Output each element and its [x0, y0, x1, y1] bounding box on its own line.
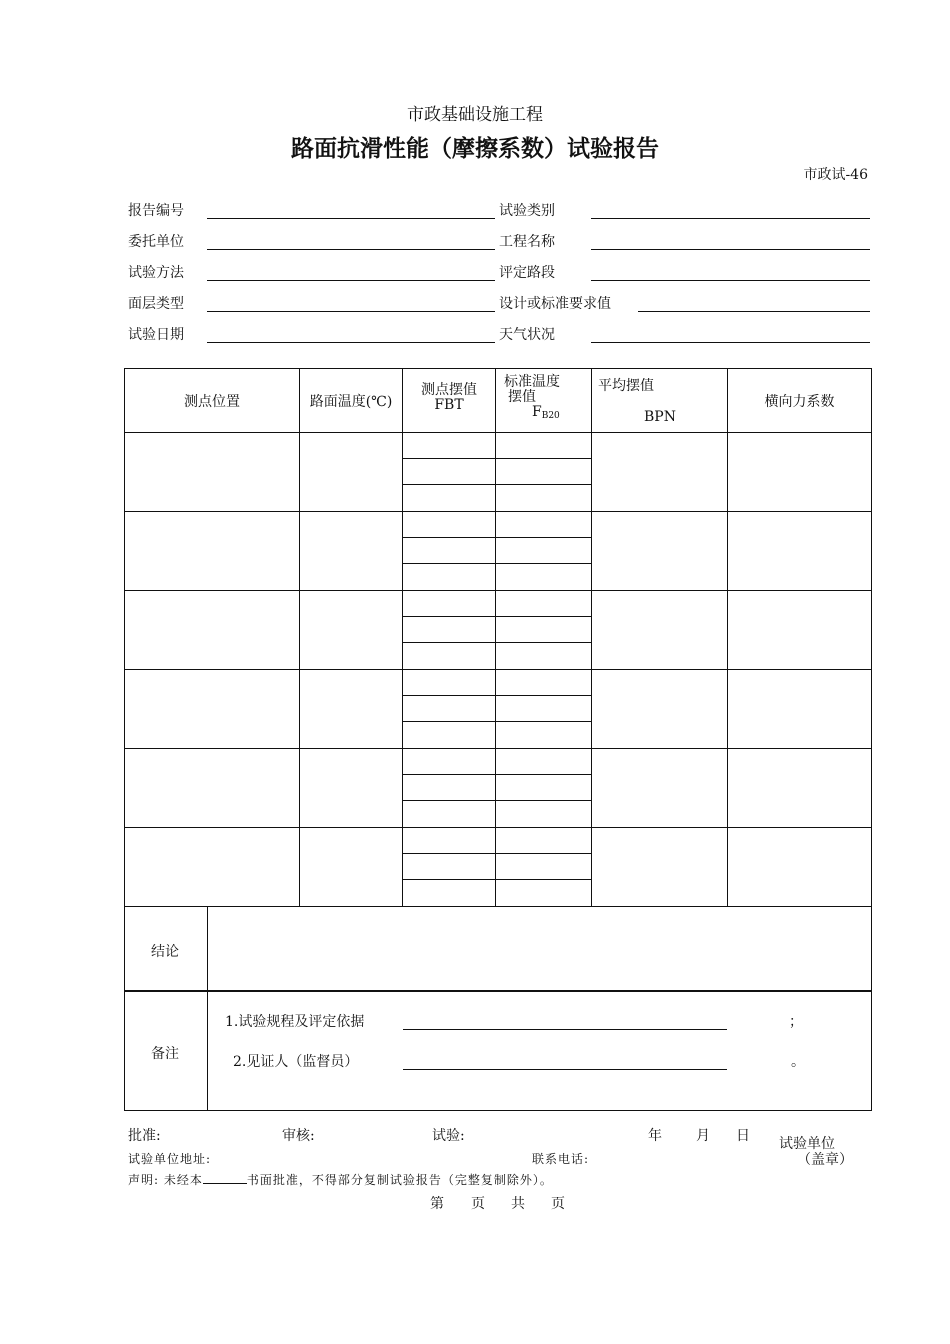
surface-type-field[interactable]	[207, 311, 495, 312]
fbt-cell[interactable]	[403, 854, 496, 880]
position-cell[interactable]	[125, 512, 300, 591]
conclusion-label-cell	[125, 907, 208, 991]
test-unit-label: 试验单位	[779, 1136, 835, 1152]
header-std-line3	[504, 405, 591, 424]
standard-value-cell[interactable]	[496, 775, 592, 801]
average-cell[interactable]	[592, 591, 728, 670]
header-lateral-coefficient	[728, 369, 872, 433]
position-cell[interactable]	[125, 828, 300, 907]
declaration-suffix: 书面批准，不得部分复制试验报告（完整复制除外）。	[246, 1173, 553, 1187]
table-row	[125, 828, 872, 854]
standard-value-cell[interactable]	[496, 749, 592, 775]
weather-field[interactable]	[591, 342, 870, 343]
fbt-cell[interactable]	[403, 591, 496, 617]
fbt-cell[interactable]	[403, 801, 496, 828]
header-temperature-text: 路面温度(℃)	[309, 393, 393, 410]
average-cell[interactable]	[592, 749, 728, 828]
fbt-cell[interactable]	[403, 722, 496, 749]
page-no-label: 第	[430, 1196, 444, 1212]
friction-data-table	[124, 368, 872, 907]
test-label: 试验:	[432, 1128, 465, 1144]
date-year: 年	[648, 1128, 662, 1144]
fbt-cell[interactable]	[403, 459, 496, 485]
report-no-field[interactable]	[207, 218, 495, 219]
remarks-section	[124, 990, 872, 1111]
header-std-line1: 标准温度	[504, 374, 560, 390]
weather-label: 天气状况	[499, 327, 555, 343]
standard-value-cell[interactable]	[496, 854, 592, 880]
client-label: 委托单位	[128, 234, 184, 250]
fbt-cell[interactable]	[403, 538, 496, 564]
standard-value-cell[interactable]	[496, 801, 592, 828]
project-name-field[interactable]	[591, 249, 870, 250]
header-std-line2: 摆值	[508, 389, 536, 405]
standard-value-cell[interactable]	[496, 880, 592, 907]
position-cell[interactable]	[125, 591, 300, 670]
lateral-coefficient-cell[interactable]	[728, 828, 872, 907]
test-method-label: 试验方法	[128, 265, 184, 281]
header-lateral-text: 横向力系数	[764, 393, 835, 410]
position-cell[interactable]	[125, 670, 300, 749]
standard-value-cell[interactable]	[496, 643, 592, 670]
header-average	[592, 369, 728, 433]
average-cell[interactable]	[592, 512, 728, 591]
date-day: 日	[736, 1128, 750, 1144]
conclusion-label: 结论	[151, 944, 179, 960]
lateral-coefficient-cell[interactable]	[728, 670, 872, 749]
page-word-2: 页	[551, 1196, 565, 1212]
remarks-witness-field[interactable]	[403, 1069, 727, 1070]
date-month: 月	[696, 1128, 710, 1144]
road-section-field[interactable]	[591, 280, 870, 281]
table-row	[125, 433, 872, 459]
approve-label: 批准:	[128, 1128, 161, 1144]
test-category-field[interactable]	[591, 218, 870, 219]
fbt-cell[interactable]	[403, 775, 496, 801]
declaration-prefix: 声明: 未经本	[128, 1173, 203, 1187]
temperature-cell[interactable]	[300, 670, 403, 749]
standard-value-cell[interactable]	[496, 538, 592, 564]
position-cell[interactable]	[125, 433, 300, 512]
standard-value-cell[interactable]	[496, 591, 592, 617]
lateral-coefficient-cell[interactable]	[728, 512, 872, 591]
header-fbt	[403, 369, 496, 433]
lateral-coefficient-cell[interactable]	[728, 591, 872, 670]
fbt-cell[interactable]	[403, 485, 496, 512]
standard-value-cell[interactable]	[496, 828, 592, 854]
declaration-blank[interactable]	[203, 1171, 247, 1184]
remarks-label: 备注	[151, 1046, 179, 1062]
declaration	[128, 1171, 553, 1188]
average-cell[interactable]	[592, 670, 728, 749]
temperature-cell[interactable]	[300, 749, 403, 828]
test-method-field[interactable]	[207, 280, 495, 281]
conclusion-content[interactable]	[208, 907, 871, 991]
fbt-cell[interactable]	[403, 643, 496, 670]
report-no-label: 报告编号	[128, 203, 184, 219]
table-row	[125, 670, 872, 696]
client-field[interactable]	[207, 249, 495, 250]
temperature-cell[interactable]	[300, 433, 403, 512]
document-title: 路面抗滑性能（摩擦系数）试验报告	[291, 135, 659, 162]
header-std-sub: B20	[541, 411, 560, 421]
required-value-label: 设计或标准要求值	[499, 296, 611, 312]
table-row	[125, 512, 872, 538]
standard-value-cell[interactable]	[496, 459, 592, 485]
header-fbt-line2: FBT	[434, 397, 464, 413]
table-row	[125, 749, 872, 775]
standard-value-cell[interactable]	[496, 722, 592, 749]
standard-value-cell[interactable]	[496, 670, 592, 696]
road-section-label: 评定路段	[499, 265, 555, 281]
header-fbt-line1: 测点摆值	[421, 382, 477, 398]
required-value-field[interactable]	[638, 311, 870, 312]
temperature-cell[interactable]	[300, 591, 403, 670]
seal-label: （盖章）	[797, 1152, 853, 1168]
form-code: 市政试-46	[803, 167, 868, 183]
header-average-line1: 平均摆值	[598, 378, 654, 394]
surface-type-label: 面层类型	[128, 296, 184, 312]
remarks-item1-end: ；	[789, 1014, 803, 1030]
fbt-cell[interactable]	[403, 670, 496, 696]
review-label: 审核:	[282, 1128, 315, 1144]
test-category-label: 试验类别	[499, 203, 555, 219]
standard-value-cell[interactable]	[496, 512, 592, 538]
fbt-cell[interactable]	[403, 433, 496, 459]
average-cell[interactable]	[592, 828, 728, 907]
average-cell[interactable]	[592, 433, 728, 512]
remarks-item2-end: 。	[791, 1054, 805, 1070]
remarks-item2: 2.见证人（监督员）	[233, 1054, 359, 1070]
address-label: 试验单位地址:	[128, 1152, 212, 1166]
conclusion-section	[124, 906, 872, 992]
position-cell[interactable]	[125, 749, 300, 828]
document-subtitle: 市政基础设施工程	[407, 105, 543, 125]
fbt-cell[interactable]	[403, 617, 496, 643]
standard-value-cell[interactable]	[496, 564, 592, 591]
fbt-cell[interactable]	[403, 696, 496, 722]
header-position	[125, 369, 300, 433]
page-total-label: 共	[511, 1196, 525, 1212]
standard-value-cell[interactable]	[496, 617, 592, 643]
remarks-basis-field[interactable]	[403, 1029, 727, 1030]
fbt-cell[interactable]	[403, 512, 496, 538]
standard-value-cell[interactable]	[496, 485, 592, 512]
temperature-cell[interactable]	[300, 828, 403, 907]
temperature-cell[interactable]	[300, 512, 403, 591]
standard-value-cell[interactable]	[496, 433, 592, 459]
fbt-cell[interactable]	[403, 564, 496, 591]
phone-label: 联系电话:	[532, 1152, 590, 1166]
header-std-f: F	[532, 404, 542, 420]
header-standard-value	[496, 369, 592, 433]
standard-value-cell[interactable]	[496, 696, 592, 722]
lateral-coefficient-cell[interactable]	[728, 433, 872, 512]
table-row	[125, 591, 872, 617]
table-header-row	[125, 369, 872, 433]
fbt-cell[interactable]	[403, 880, 496, 907]
remarks-item1: 1.试验规程及评定依据	[225, 1014, 365, 1030]
fbt-cell[interactable]	[403, 828, 496, 854]
test-date-field[interactable]	[207, 342, 495, 343]
remarks-label-cell	[125, 991, 208, 1110]
header-temperature	[300, 369, 403, 433]
test-date-label: 试验日期	[128, 327, 184, 343]
header-position-text: 测点位置	[184, 393, 240, 410]
project-name-label: 工程名称	[499, 234, 555, 250]
header-average-line2: BPN	[644, 409, 676, 425]
lateral-coefficient-cell[interactable]	[728, 749, 872, 828]
page-word-1: 页	[471, 1196, 485, 1212]
fbt-cell[interactable]	[403, 749, 496, 775]
